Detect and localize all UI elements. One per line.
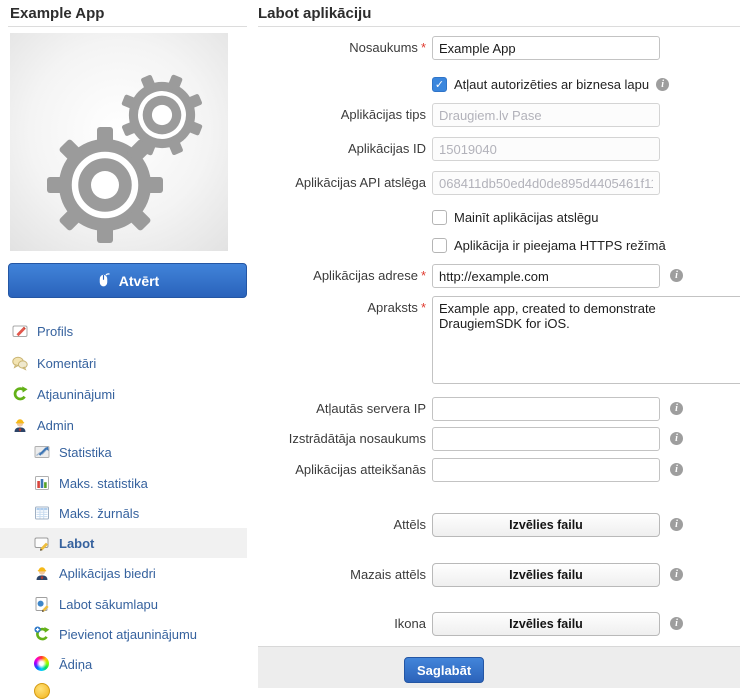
field-row-attels xyxy=(258,513,740,537)
sidebar-item-label: Profils xyxy=(37,323,74,339)
field-row-optout xyxy=(258,458,740,482)
business-page-auth-checkbox[interactable]: ✓ xyxy=(432,77,447,92)
required-mark: * xyxy=(420,300,426,315)
business-page-auth-row xyxy=(432,76,740,92)
id-input xyxy=(432,137,660,161)
mouse-icon xyxy=(96,273,111,288)
info-icon[interactable]: i xyxy=(670,568,683,581)
ikona-file-button[interactable]: Izvēlies failu xyxy=(432,612,660,636)
info-icon[interactable]: i xyxy=(670,518,683,531)
adrese-label: Aplikācijas adrese * xyxy=(313,268,426,283)
edit-application-panel xyxy=(258,0,740,688)
sidebar-item-label: Atjauninājumi xyxy=(37,386,116,402)
info-icon[interactable]: i xyxy=(670,432,683,445)
sidebar-item-admin[interactable] xyxy=(0,410,247,440)
sidebar-item-atjauninājumi[interactable] xyxy=(0,379,247,409)
updates-icon xyxy=(12,386,28,402)
sidebar-item-label: Statistika xyxy=(59,444,112,460)
optout-input[interactable] xyxy=(432,458,660,482)
app-title: Example App xyxy=(10,5,105,22)
sidebar-item-label: Maks. žurnāls xyxy=(59,505,140,521)
change-key-row xyxy=(432,209,740,225)
ikona-label: Ikona xyxy=(394,616,426,631)
payments-log-icon xyxy=(34,505,50,521)
info-icon[interactable]: i xyxy=(670,269,683,282)
info-icon[interactable]: i xyxy=(670,463,683,476)
edit-icon xyxy=(34,535,50,551)
field-row-adrese xyxy=(258,264,740,288)
form-footer xyxy=(258,646,740,688)
tips-input xyxy=(432,103,660,127)
sidebar-item-label: Maks. statistika xyxy=(59,475,148,491)
coin-icon xyxy=(34,683,50,699)
attels-label: Attēls xyxy=(393,517,426,532)
info-icon[interactable]: i xyxy=(670,402,683,415)
sidebar-divider xyxy=(8,26,247,27)
mazais-attels-file-button[interactable]: Izvēlies failu xyxy=(432,563,660,587)
sidebar-item-label: Pievienot atjauninājumu xyxy=(59,626,198,642)
sidebar-item-aplikācijas-biedri[interactable] xyxy=(0,558,247,588)
nosaukums-label: Nosaukums * xyxy=(349,40,426,55)
edit-homepage-icon xyxy=(34,596,50,612)
change-key-label: Mainīt aplikācijas atslēgu xyxy=(454,209,599,225)
field-row-ikona xyxy=(258,612,740,636)
apraksts-textarea[interactable] xyxy=(432,296,740,384)
sidebar-item-ādiņa[interactable] xyxy=(0,649,247,679)
sidebar-item-label: Labot xyxy=(59,535,95,551)
sidebar-item-labot-sākumlapu[interactable] xyxy=(0,589,247,619)
sidebar-item-label: Aplikācijas biedri xyxy=(59,565,156,581)
info-icon[interactable]: i xyxy=(670,617,683,630)
app-image xyxy=(10,33,228,251)
add-update-icon xyxy=(34,626,50,642)
field-row-api-key xyxy=(258,171,740,195)
mazais-attels-label: Mazais attēls xyxy=(350,567,426,582)
tips-label: Aplikācijas tips xyxy=(340,107,426,122)
business-page-auth-label: Atļaut autorizēties ar biznesa lapu xyxy=(454,76,650,92)
change-key-checkbox[interactable] xyxy=(432,210,447,225)
sidebar-item-label: Admin xyxy=(37,417,74,433)
api-key-input xyxy=(432,171,660,195)
open-app-button[interactable] xyxy=(8,263,247,298)
page-title: Labot aplikāciju xyxy=(258,5,372,22)
attels-file-button[interactable]: Izvēlies failu xyxy=(432,513,660,537)
https-checkbox[interactable] xyxy=(432,238,447,253)
members-icon xyxy=(34,565,50,581)
server-ip-input[interactable] xyxy=(432,397,660,421)
sidebar-item-label: Komentāri xyxy=(37,355,97,371)
server-ip-label: Atļautās servera IP xyxy=(316,401,426,416)
optout-label: Aplikācijas atteikšanās xyxy=(295,462,426,477)
stats-icon xyxy=(34,444,50,460)
field-row-mazais-attels xyxy=(258,563,740,587)
profile-icon xyxy=(12,323,28,339)
comments-icon xyxy=(12,355,28,371)
https-row xyxy=(432,237,740,253)
admin-icon xyxy=(12,417,28,433)
sidebar-item-pievienot-atjauninājumu[interactable] xyxy=(0,619,247,649)
required-mark: * xyxy=(420,40,426,55)
developer-input[interactable] xyxy=(432,427,660,451)
sidebar-item-profils[interactable] xyxy=(0,316,247,346)
field-row-apraksts xyxy=(258,296,740,384)
save-button[interactable]: Saglabāt xyxy=(404,657,484,683)
field-row-nosaukums xyxy=(258,36,740,60)
field-row-tips xyxy=(258,103,740,127)
gears-icon xyxy=(10,33,228,251)
open-app-label: Atvērt xyxy=(118,272,160,289)
field-row-server-ip xyxy=(258,397,740,421)
sidebar-item-komentāri[interactable] xyxy=(0,348,247,378)
sidebar xyxy=(0,0,247,688)
payments-stats-icon xyxy=(34,475,50,491)
https-label: Aplikācija ir pieejama HTTPS režīmā xyxy=(454,237,666,253)
sidebar-item-statistika[interactable] xyxy=(0,437,247,467)
api-key-label: Aplikācijas API atslēga xyxy=(295,175,426,190)
nosaukums-input[interactable] xyxy=(432,36,660,60)
apraksts-label: Apraksts * xyxy=(367,300,426,315)
sidebar-item-label: Ādiņa xyxy=(59,656,93,672)
required-mark: * xyxy=(420,268,426,283)
sidebar-item-maks-statistika[interactable] xyxy=(0,468,247,498)
developer-label: Izstrādātāja nosaukums xyxy=(288,431,426,446)
field-row-id xyxy=(258,137,740,161)
sidebar-item-label: Labot sākumlapu xyxy=(59,596,159,612)
sidebar-item-labot[interactable] xyxy=(0,528,247,558)
field-row-developer xyxy=(258,427,740,451)
skin-icon xyxy=(34,656,50,672)
main-divider xyxy=(258,26,740,27)
adrese-input[interactable] xyxy=(432,264,660,288)
id-label: Aplikācijas ID xyxy=(347,141,426,156)
info-icon[interactable]: i xyxy=(656,78,669,91)
sidebar-item-maks-žurnāls[interactable] xyxy=(0,498,247,528)
